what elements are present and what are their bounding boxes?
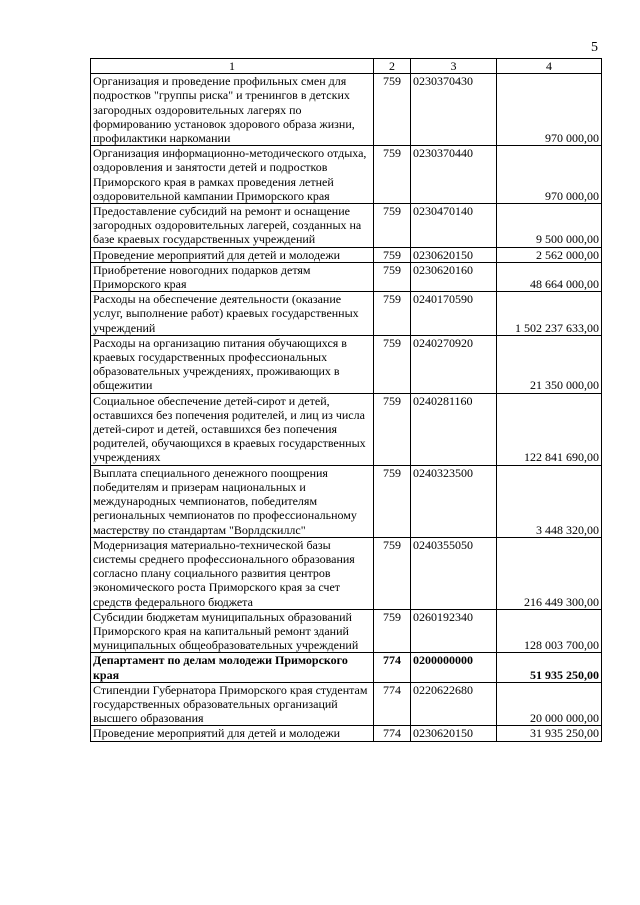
row-code: 759: [374, 335, 411, 393]
row-target: 0240170590: [411, 292, 497, 336]
row-amount: 21 350 000,00: [497, 335, 602, 393]
row-name: Расходы на организацию питания обучающихся в краевых государственных профессиональных образовательных учреждениях, проживающих в общежитии: [91, 335, 374, 393]
table-row: [91, 292, 602, 336]
table-row: [91, 204, 602, 248]
row-name: Субсидии бюджетам муниципальных образований Приморского края на капитальный ремонт зданий муниципальных общеобразовательных учреждений: [91, 609, 374, 653]
table-row: [91, 74, 602, 146]
header-cell: 4: [497, 59, 602, 74]
row-code: 759: [374, 465, 411, 537]
budget-table: [90, 58, 602, 742]
row-name: Стипендии Губернатора Приморского края студентам государственных образовательных организаций высшего образования: [91, 682, 374, 726]
row-amount: 128 003 700,00: [497, 609, 602, 653]
table-row: [91, 726, 602, 741]
row-code: 759: [374, 247, 411, 262]
table-row: [91, 247, 602, 262]
row-code: 759: [374, 609, 411, 653]
row-code: 774: [374, 682, 411, 726]
row-name: Предоставление субсидий на ремонт и оснащение загородных оздоровительных лагерей, созданных на базе краевых государственных учреждений: [91, 204, 374, 248]
row-name: Проведение мероприятий для детей и молодежи: [91, 726, 374, 741]
row-name: Модернизация материально-технической базы системы среднего профессионального образования согласно плану социального развития центров экономического роста Приморского края за счет средств федерального бюджета: [91, 537, 374, 609]
row-name: Департамент по делам молодежи Приморского края: [91, 653, 374, 682]
row-amount: 216 449 300,00: [497, 537, 602, 609]
row-amount: 2 562 000,00: [497, 247, 602, 262]
row-amount: 1 502 237 633,00: [497, 292, 602, 336]
row-target: 0230470140: [411, 204, 497, 248]
row-amount: 51 935 250,00: [497, 653, 602, 682]
row-target: 0230620150: [411, 247, 497, 262]
row-amount: 970 000,00: [497, 146, 602, 204]
row-target: 0200000000: [411, 653, 497, 682]
row-name: Социальное обеспечение детей-сирот и детей, оставшихся без попечения родителей, и лиц из числа детей-сирот и детей, оставшихся без попечения родителей, обучающихся в краевых государственных учреждениях: [91, 393, 374, 465]
row-name: Организация информационно-методического отдыха, оздоровления и занятости детей и подростков Приморского края в рамках проведения летней оздоровительной кампании Приморского края: [91, 146, 374, 204]
row-code: 774: [374, 726, 411, 741]
table-row: [91, 537, 602, 609]
row-target: 0230620160: [411, 262, 497, 291]
row-amount: 20 000 000,00: [497, 682, 602, 726]
header-cell: 1: [91, 59, 374, 74]
row-code: 759: [374, 393, 411, 465]
row-amount: 122 841 690,00: [497, 393, 602, 465]
header-cell: 3: [411, 59, 497, 74]
row-name: Приобретение новогодних подарков детям Приморского края: [91, 262, 374, 291]
row-code: 759: [374, 537, 411, 609]
row-amount: 3 448 320,00: [497, 465, 602, 537]
row-target: 0220622680: [411, 682, 497, 726]
row-code: 759: [374, 146, 411, 204]
table-row: [91, 609, 602, 653]
row-name: Расходы на обеспечение деятельности (оказание услуг, выполнение работ) краевых государственных учреждений: [91, 292, 374, 336]
row-amount: 9 500 000,00: [497, 204, 602, 248]
header-row: [91, 59, 602, 74]
row-amount: 970 000,00: [497, 74, 602, 146]
row-code: 759: [374, 292, 411, 336]
table-row: [91, 682, 602, 726]
row-target: 0240355050: [411, 537, 497, 609]
row-target: 0240323500: [411, 465, 497, 537]
table-row: [91, 465, 602, 537]
page-number: 5: [591, 40, 598, 55]
row-name: Организация и проведение профильных смен для подростков "группы риска" и тренингов в детских загородных оздоровительных лагерях по формированию установок здорового образа жизни, профилактики наркомании: [91, 74, 374, 146]
row-amount: 31 935 250,00: [497, 726, 602, 741]
header-cell: 2: [374, 59, 411, 74]
row-code: 759: [374, 74, 411, 146]
row-code: 759: [374, 204, 411, 248]
table-row: [91, 146, 602, 204]
row-code: 774: [374, 653, 411, 682]
table-body: [91, 74, 602, 741]
row-target: 0230370440: [411, 146, 497, 204]
table-row: [91, 393, 602, 465]
row-target: 0230370430: [411, 74, 497, 146]
row-amount: 48 664 000,00: [497, 262, 602, 291]
row-code: 759: [374, 262, 411, 291]
row-name: Проведение мероприятий для детей и молодежи: [91, 247, 374, 262]
row-name: Выплата специального денежного поощрения победителям и призерам национальных и международных чемпионатов, победителям региональных чемпионатов по профессиональному мастерству по стандартам "Ворлдскиллс": [91, 465, 374, 537]
row-target: 0260192340: [411, 609, 497, 653]
table-row: [91, 653, 602, 682]
row-target: 0240270920: [411, 335, 497, 393]
table-row: [91, 262, 602, 291]
row-target: 0240281160: [411, 393, 497, 465]
row-target: 0230620150: [411, 726, 497, 741]
table-row: [91, 335, 602, 393]
